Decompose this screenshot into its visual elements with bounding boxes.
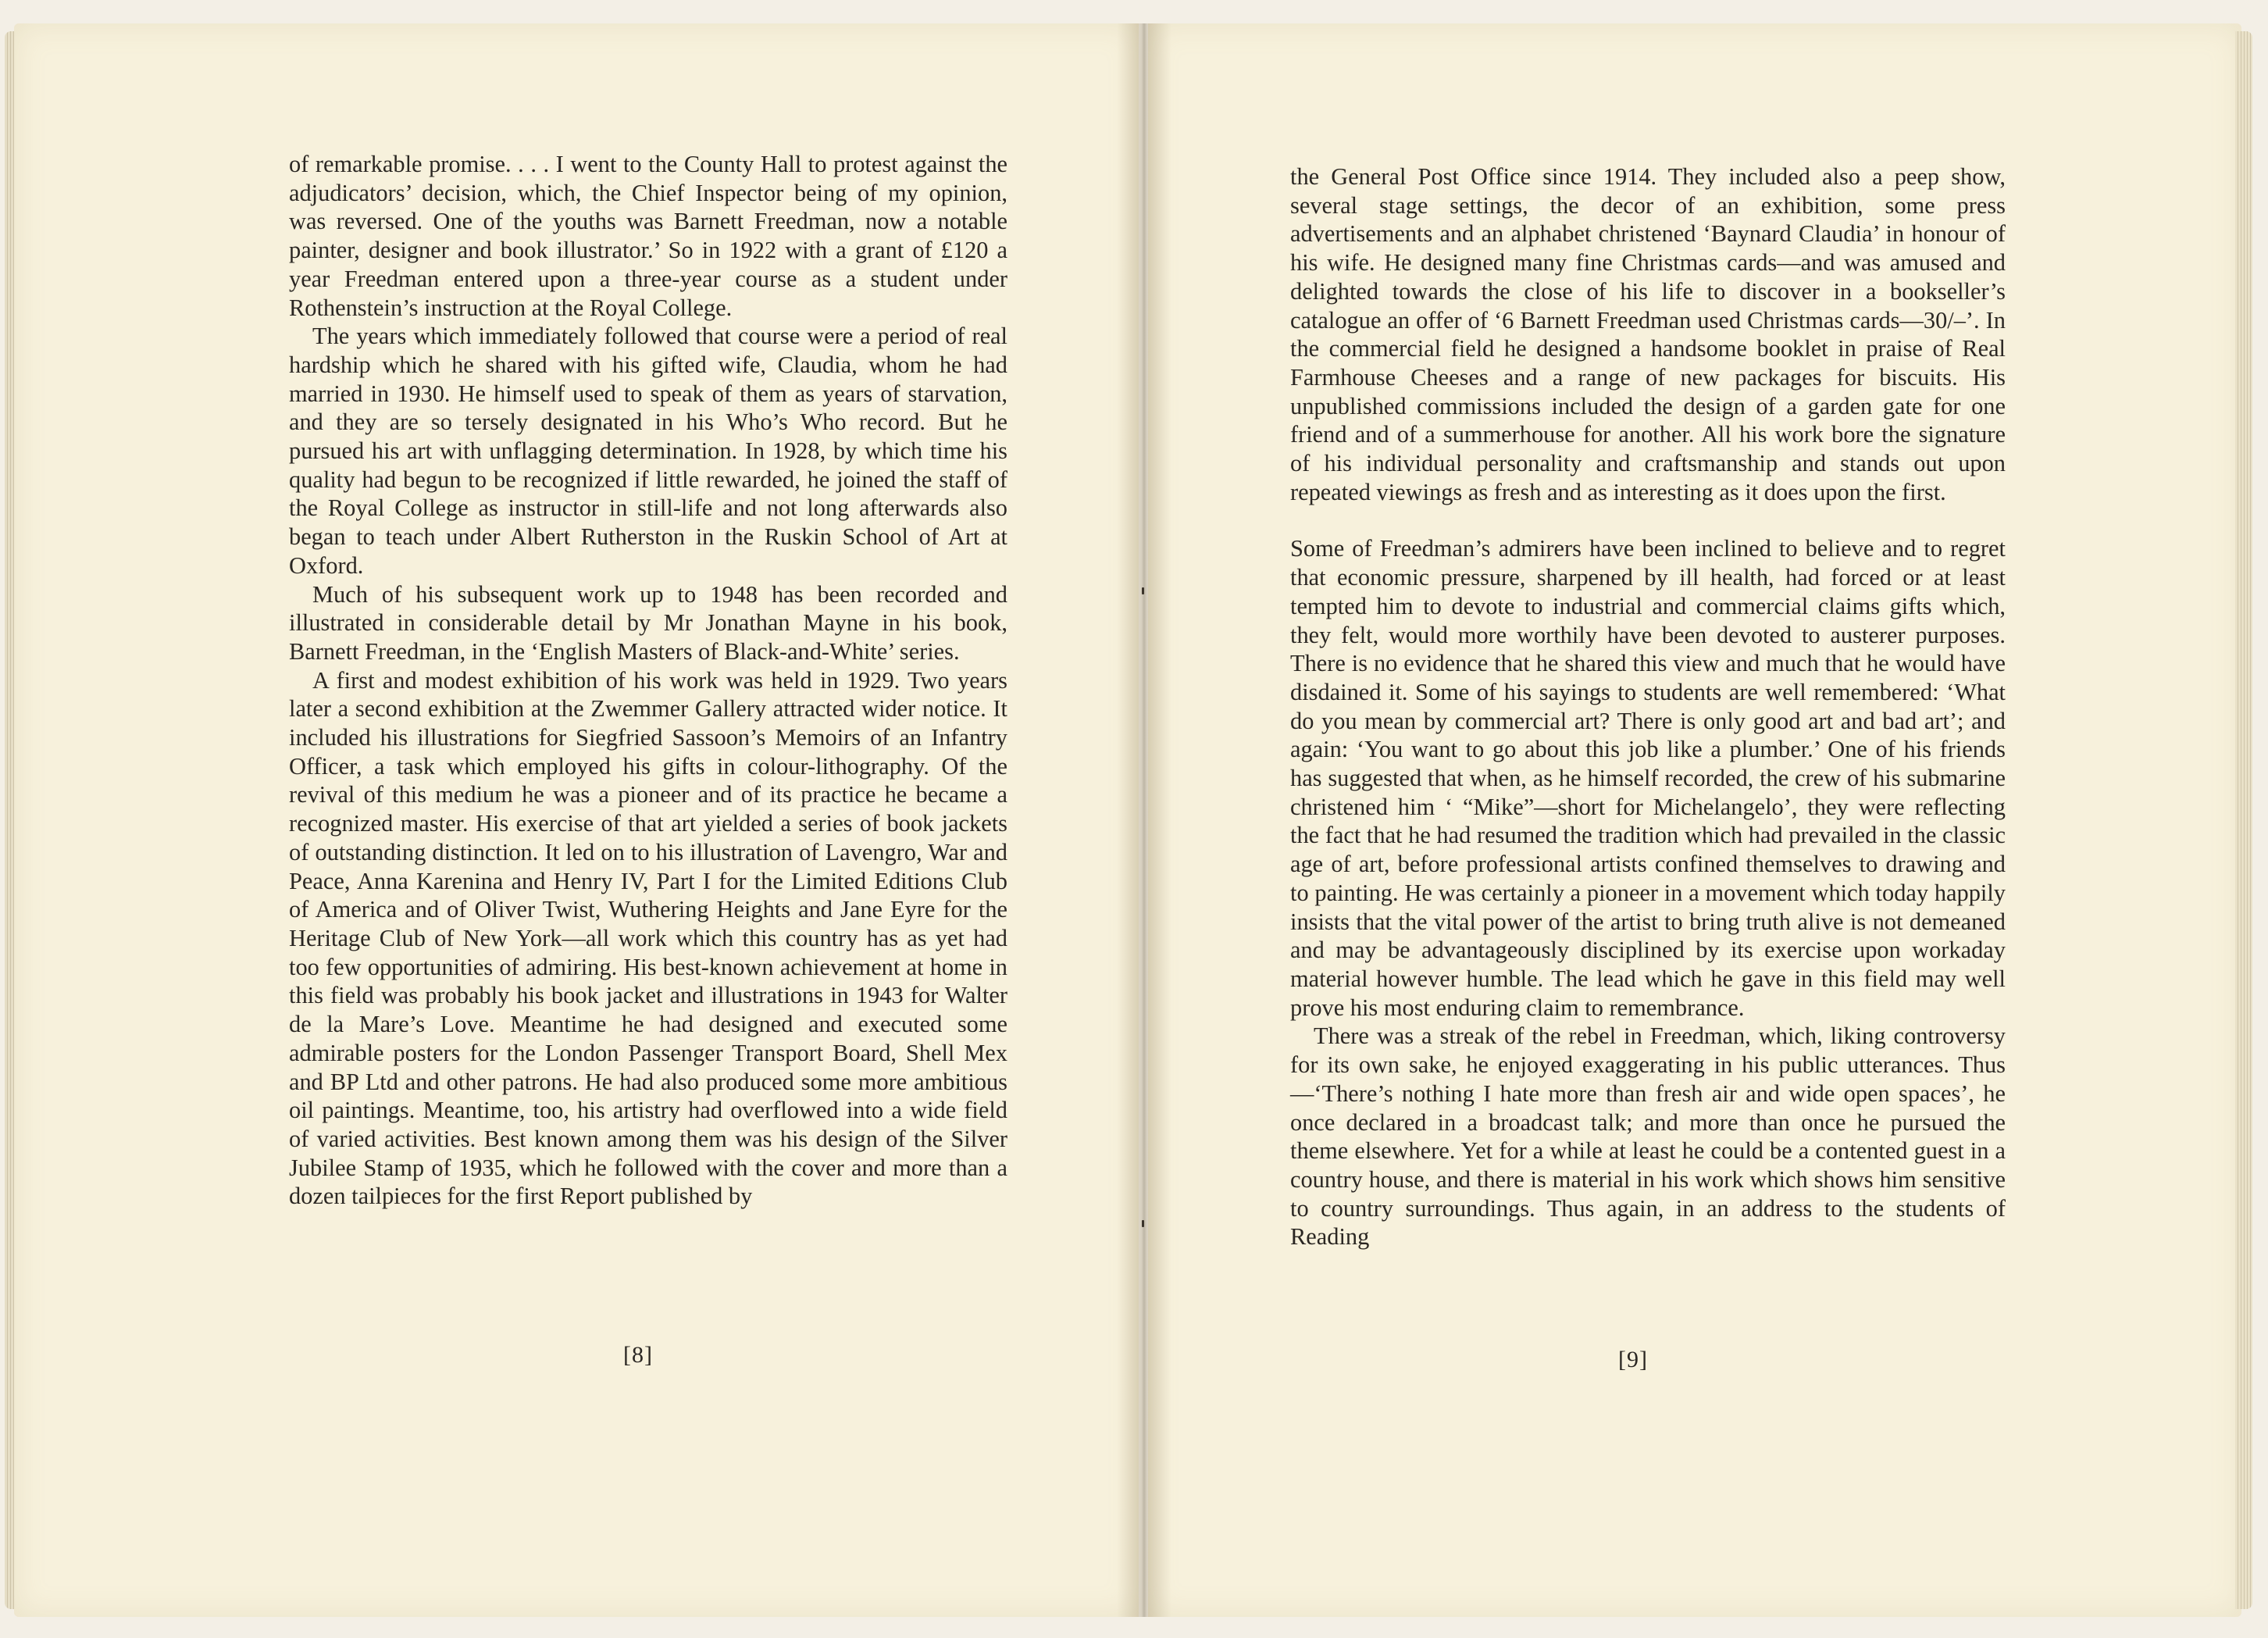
page-number-right: [9]	[1618, 1347, 1648, 1372]
binding-mark	[1142, 587, 1144, 594]
paragraph: Much of his subsequent work up to 1948 has been recorded and illustrated in considerable detail by Mr Jonathan Mayne in his book, Barnett Freedman, in the ‘English Masters of Black-and-White’ series.	[289, 580, 1007, 665]
paragraph: There was a streak of the rebel in Freedman, which, liking controversy for its own sake, he enjoyed exaggerating in his public utterances. Thus—‘There’s nothing I hate more than fresh air and wide open spaces’, he once declared in a broadcast talk; and more than once he pursued the theme elsewhere. Yet for a while at least he could be a contented guest in a country house, and there is material in his work which shows him sensitive to country surroundings. Thus again, in an address to the students of Reading	[1290, 1022, 2006, 1251]
left-page-text	[289, 150, 1007, 1211]
paragraph: The years which immediately followed that course were a period of real hardship which he shared with his gifted wife, Claudia, whom he had married in 1930. He himself used to speak of them as years of starvation, and they are so tersely designated in his Who’s Who record. But he pursued his art with unflagging determination. In 1928, by which time his quality had begun to be recognized if little rewarded, he joined the staff of the Royal College as instructor in still-life and not long afterwards also began to teach under Albert Rutherston in the Ruskin School of Art at Oxford.	[289, 323, 1007, 579]
paragraph: the General Post Office since 1914. They included also a peep show, several stage settings, the decor of an exhibition, some press advertisements and an alphabet christened ‘Baynard Claudia’ in honour of his wife. He designed many fine Christmas cards—and was amused and delighted towards the close of his life to discover in a bookseller’s catalogue an offer of ‘6 Barnett Freedman used Christmas cards—30/–’. In the commercial field he designed a handsome booklet in praise of Real Farmhouse Cheeses and a range of new packages for biscuits. His unpublished commissions included the design of a garden gate for one friend and of a summerhouse for another. All his work bore the signature of his individual personality and craftsmanship and stands out upon repeated viewings as fresh and as interesting as it does upon the first.	[1290, 163, 2006, 505]
paragraph: Some of Freedman’s admirers have been inclined to believe and to regret that economic pressure, sharpened by ill health, had forced or at least tempted him to devote to industrial and commercial claims gifts which, they felt, would more worthily have been devoted to austerer purposes. There is no evidence that he shared this view and much that he would have disdained it. Some of his sayings to students are well remembered: ‘What do you mean by commercial art? There is only good art and bad art’; and again: ‘You want to go about this job like a plumber.’ One of his friends has suggested that when, as he himself recorded, the crew of his submarine christened him ‘ “Mike”—short for Michelangelo’, they were reflecting the fact that he had resumed the tradition which had prevailed in the classic age of art, before professional artists confined themselves to drawing and to painting. He was certainly a pioneer in a movement which today happily insists that the vital power of the artist to bring truth alive is not demeaned and may be advantageously disciplined by its exercise upon workaday material however humble. The lead which he gave in this field may well prove his most enduring claim to remembrance.	[1290, 535, 2006, 1021]
page-number-left: [8]	[623, 1342, 653, 1368]
right-page-text	[1290, 162, 2006, 1251]
page-edges-right	[2235, 31, 2252, 1609]
paragraph: of remarkable promise. . . . I went to the County Hall to protest against the adjudicators’ decision, which, the Chief Inspector being of my opinion, was reversed. One of the youths was Barnett Freedman, now a notable painter, designer and book illustrator.’ So in 1922 with a grant of £120 a year Freedman entered upon a three-year course as a student under Rothenstein’s instruction at the Royal College.	[289, 151, 1007, 321]
book-gutter	[1117, 23, 1171, 1617]
paragraph: A first and modest exhibition of his work was held in 1929. Two years later a second exhibition at the Zwemmer Gallery attracted wider notice. It included his illustrations for Siegfried Sassoon’s Memoirs of an Infantry Officer, a task which employed his gifts in colour-lithography. Of the revival of this medium he was a pioneer and of its practice he became a recognized master. His exercise of that art yielded a series of book jackets of outstanding distinction. It led on to his illustration of Lavengro, War and Peace, Anna Karenina and Henry IV, Part I for the Limited Editions Club of America and of Oliver Twist, Wuthering Heights and Jane Eyre for the Heritage Club of New York—all work which this country has as yet had too few opportunities of admiring. His best-known achievement at home in this field was probably his book jacket and illustrations in 1943 for Walter de la Mare’s Love. Meantime he had designed and executed some admirable posters for the London Passenger Transport Board, Shell Mex and BP Ltd and other patrons. He had also produced some more ambitious oil paintings. Meantime, too, his artistry had overflowed into a wide field of varied activities. Best known among them was his design of the Silver Jubilee Stamp of 1935, which he followed with the cover and more than a dozen tailpieces for the first Report published by	[289, 666, 1007, 1210]
binding-mark	[1142, 1220, 1144, 1227]
